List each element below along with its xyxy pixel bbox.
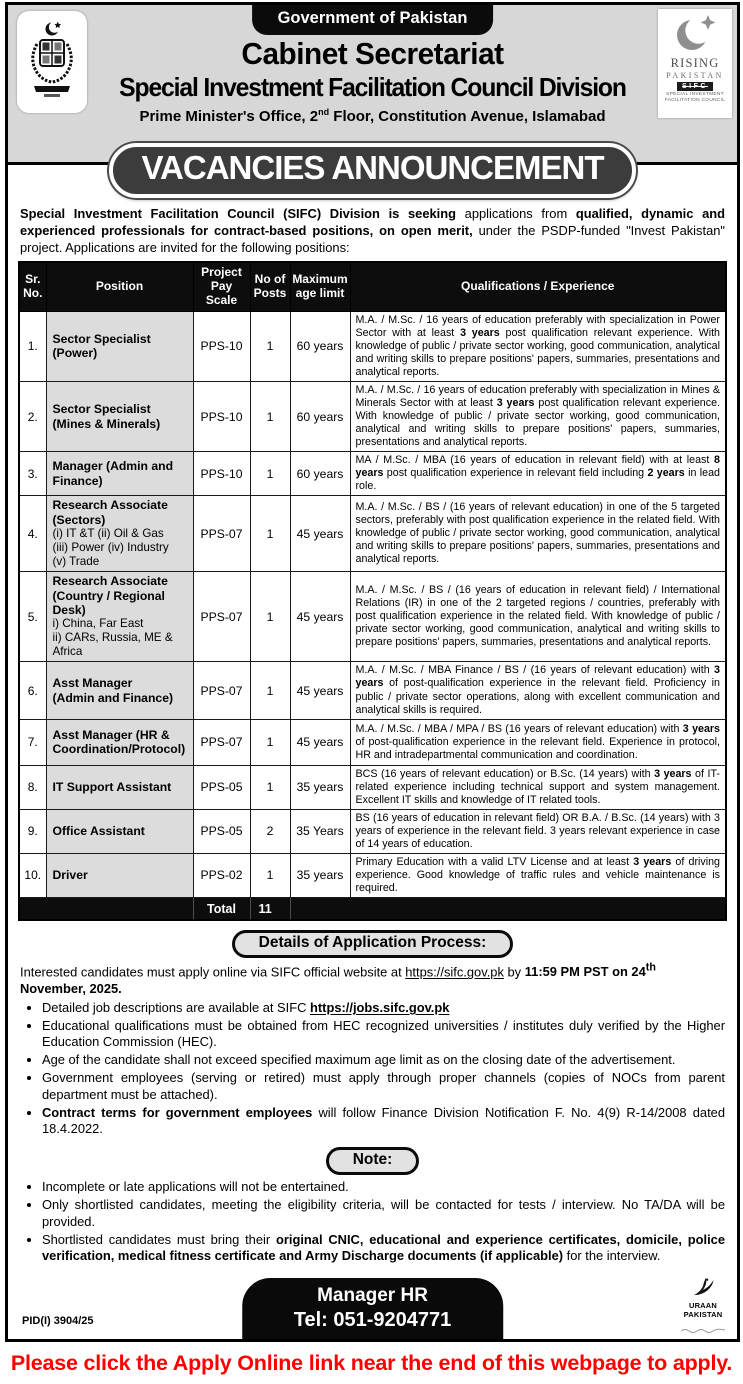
cell-pay-scale: PPS-07 (193, 496, 250, 572)
cell-sr-no: 8. (19, 765, 46, 809)
note-bullets (24, 1179, 725, 1265)
header-posts: No of Posts (250, 262, 290, 311)
header-address: Prime Minister's Office, 2nd Floor, Constitution Avenue, Islamabad (139, 107, 606, 125)
note-heading (326, 1147, 420, 1175)
position-title: Driver (52, 868, 88, 883)
sifc-caption-line1: SPECIAL INVESTMENT (666, 92, 724, 97)
bullet-item: • Shortlisted candidates must bring their original CNIC, educational and experience certificates, domicile, police verification, medical fitness certificate and Army Discharge documents (if applicable) for the interview. (42, 1232, 725, 1265)
position-title: Sector Specialist (Mines & Minerals) (52, 402, 161, 431)
total-row-filler (19, 898, 193, 921)
cell-position (46, 719, 193, 765)
position-subitems: i) China, Far East ii) CARs, Russia, ME & Africa (52, 617, 173, 659)
cell-posts: 1 (250, 662, 290, 719)
position-title: Office Assistant (52, 824, 145, 839)
cell-position (46, 765, 193, 809)
cell-sr-no: 10. (19, 853, 46, 897)
cell-qualifications: M.A. / M.Sc. / 16 years of education preferably with specialization in Mines & Minerals Sector with at least 3 years post qualification relevant experience. With knowledge of public / private sector working, good communication, analytical and writing skills to prepare positions' papers, summaries, presentations and analytical reports. (350, 381, 726, 451)
cell-qualifications: M.A. / M.Sc. / BS / (16 years of relevant education) in one of the 5 targeted sectors, preferably with post qualification experience in the related field. With knowledge of public / private sector working, good communication, analytical and writing skills to prepare positions' papers, summaries, presentations and analytical reports. (350, 496, 726, 572)
cell-position (46, 853, 193, 897)
cell-pay-scale: PPS-10 (193, 452, 250, 496)
cell-qualifications: M.A. / M.Sc. / 16 years of education preferably with specialization in Power Sector with at least 3 years post qualification relevant experience. With knowledge of public / private sector working, good communication, analytical and writing skills to prepare positions' papers, summaries, presentations and analytical reports. (350, 311, 726, 381)
cell-sr-no: 6. (19, 662, 46, 719)
advertisement (5, 2, 740, 1342)
cell-sr-no: 9. (19, 809, 46, 853)
cell-qualifications: Primary Education with a valid LTV License and at least 3 years of driving experience. Good knowledge of traffic rules and vehicle maintenance is required. (350, 853, 726, 897)
table-row (19, 496, 726, 572)
table-row (19, 572, 726, 662)
cell-pay-scale: PPS-02 (193, 853, 250, 897)
application-process-heading (232, 930, 514, 958)
vacancies-banner (109, 143, 635, 198)
cell-sr-no: 5. (19, 572, 46, 662)
application-bullets (24, 1000, 725, 1138)
bullet-item: • Detailed job descriptions are available at SIFC https://jobs.sifc.gov.pk (42, 1000, 725, 1017)
cell-age-limit: 60 years (290, 311, 350, 381)
gov-banner-text: Government of Pakistan (277, 9, 468, 27)
total-posts: 11 (250, 898, 290, 921)
position-title: Asst Manager (Admin and Finance) (52, 676, 174, 705)
cell-age-limit: 45 years (290, 572, 350, 662)
header-pay-scale: Project Pay Scale (193, 262, 250, 311)
cell-posts: 1 (250, 572, 290, 662)
cell-posts: 1 (250, 496, 290, 572)
uraan-name-line1: URAAN (688, 1301, 718, 1311)
cell-age-limit: 45 years (290, 496, 350, 572)
position-title: Sector Specialist (Power) (52, 331, 151, 361)
cell-sr-no: 2. (19, 381, 46, 451)
cell-age-limit: 35 years (290, 853, 350, 897)
bird-icon (691, 1277, 715, 1297)
table-row (19, 452, 726, 496)
cell-position (46, 662, 193, 719)
header-age-limit: Maximum age limit (290, 262, 350, 311)
uraan-pakistan-logo (673, 1275, 733, 1338)
pid-number: PID(I) 3904/25 (22, 1314, 94, 1327)
position-title: IT Support Assistant (52, 780, 172, 794)
sifc-logo-caption (665, 92, 725, 105)
header-qualifications: Qualifications / Experience (350, 262, 726, 311)
table-row (19, 381, 726, 451)
cell-position (46, 452, 193, 496)
uraan-name-line2: PAKISTAN (683, 1309, 723, 1319)
cell-posts: 1 (250, 853, 290, 897)
application-process-heading-text: Details of Application Process: (258, 934, 487, 952)
header-position: Position (46, 262, 193, 311)
cell-pay-scale: PPS-07 (193, 719, 250, 765)
table-row (19, 719, 726, 765)
total-row (19, 898, 726, 921)
bullet-item: • Government employees (serving or retired) must apply through proper channels (copies of NOCs from parent department must be attached). (42, 1070, 725, 1103)
bullet-item: • Contract terms for government employees will follow Finance Division Notification F. No. 4(9) R-14/2008 dated 18.4.2022. (42, 1105, 725, 1138)
table-row (19, 662, 726, 719)
cell-qualifications: BCS (16 years of relevant education) or B.Sc. (14 years) with 3 years of IT-related experience including technical support and system management. Excellent IT skills and knowledge of IT related tools. (350, 765, 726, 809)
title-division: Special Investment Facilitation Council Division (119, 72, 626, 102)
cell-position (46, 381, 193, 451)
sifc-logo (658, 9, 732, 118)
intro-paragraph: Special Investment Facilitation Council (SIFC) Division is seeking applications from qualified, dynamic and experienced professionals for contract-based positions, on open merit, under the PSDP-funded "Invest Pakistan" project. Applications are invited for the following positions: (20, 206, 725, 255)
cell-position (46, 809, 193, 853)
table-row (19, 853, 726, 897)
cell-age-limit: 60 years (290, 452, 350, 496)
cell-posts: 1 (250, 381, 290, 451)
cell-position (46, 572, 193, 662)
position-title: Research Associate (Sectors) (52, 498, 168, 527)
cell-posts: 1 (250, 452, 290, 496)
cell-pay-scale: PPS-07 (193, 572, 250, 662)
contact-designation: Manager HR (317, 1284, 428, 1306)
total-row-filler (290, 898, 726, 921)
sifc-caption-line2: FACILITATION COUNCIL (664, 98, 726, 104)
total-label: Total (193, 898, 250, 921)
cell-posts: 1 (250, 765, 290, 809)
contact-phone: Tel: 051-9204771 (293, 1308, 452, 1331)
contact-box (242, 1278, 504, 1339)
cell-posts: 1 (250, 311, 290, 381)
apply-lead-line: Interested candidates must apply online via SIFC official website at https://sifc.gov.pk by 11:59 PM PST on 24th November, 2025. (20, 962, 656, 997)
cell-pay-scale: PPS-07 (193, 662, 250, 719)
urdu-caption-squiggle (680, 1327, 726, 1333)
gov-banner (252, 5, 494, 35)
table-header-row (19, 262, 726, 311)
cell-age-limit: 35 Years (290, 809, 350, 853)
vacancy-table (18, 261, 727, 921)
sifc-logo-pakistan: PAKISTAN (666, 71, 724, 80)
vacancies-banner-text: VACANCIES ANNOUNCEMENT (141, 149, 604, 186)
footer (8, 1267, 737, 1339)
apply-online-note: Please click the Apply Online link near the end of this webpage to apply. (10, 1350, 733, 1375)
cell-posts: 2 (250, 809, 290, 853)
cell-pay-scale: PPS-10 (193, 381, 250, 451)
cell-position (46, 496, 193, 572)
table-row (19, 809, 726, 853)
bullet-item: • Educational qualifications must be obtained from HEC recognized universities / institutes duly verified by the Higher Education Commission (HEC). (42, 1018, 725, 1051)
cell-qualifications: M.A. / M.Sc. / BS / (16 years of education in relevant field) / International Relations (IR) in one of the 2 targeted regions / countries, preferably with post qualification experience in the related field. With knowledge of public / private sector working, good communication, analytical and writing skills to prepare positions' papers, summaries, presentations and analytical reports. (350, 572, 726, 662)
cell-qualifications: MA / M.Sc. / MBA (16 years of education in relevant field) with at least 8 years post qualification experience in relevant field including 2 years in lead role. (350, 452, 726, 496)
cell-age-limit: 45 years (290, 719, 350, 765)
bullet-item: • Only shortlisted candidates, meeting the eligibility criteria, will be contacted for tests / interview. No TA/DA will be provided. (42, 1197, 725, 1230)
cell-qualifications: BS (16 years of education in relevant field) OR B.A. / B.Sc. (14 years) with 3 years of experience in the relevant field. 3 years relevant experience in case of 14 years of education. (350, 809, 726, 853)
cell-age-limit: 45 years (290, 662, 350, 719)
cell-posts: 1 (250, 719, 290, 765)
table-row (19, 311, 726, 381)
cell-age-limit: 35 years (290, 765, 350, 809)
bullet-item: • Age of the candidate shall not exceed specified maximum age limit as on the closing date of the advertisement. (42, 1052, 725, 1069)
cell-sr-no: 4. (19, 496, 46, 572)
sifc-logo-rising: RISING (670, 56, 720, 70)
position-title: Research Associate (Country / Regional Desk) (52, 574, 168, 617)
position-subitems: (i) IT &T (ii) Oil & Gas (iii) Power (iv) Industry (v) Trade (52, 527, 169, 569)
header (8, 5, 737, 165)
sifc-logo-wordmark: SIFC (677, 82, 713, 91)
cell-pay-scale: PPS-05 (193, 765, 250, 809)
cell-sr-no: 1. (19, 311, 46, 381)
cell-pay-scale: PPS-05 (193, 809, 250, 853)
note-heading-text: Note: (352, 1151, 393, 1168)
cell-age-limit: 60 years (290, 381, 350, 451)
cell-sr-no: 7. (19, 719, 46, 765)
cell-qualifications: M.A. / M.Sc. / MBA Finance / BS / (16 years of relevant education) with 3 years of post-qualification experience in the relevant field. Proficiency in public / private sector operations, along with excellent communication and analytical skills is required. (350, 662, 726, 719)
cell-position (46, 311, 193, 381)
table-row (19, 765, 726, 809)
position-title: Asst Manager (HR & Coordination/Protocol) (52, 727, 186, 757)
crescent-star-icon (672, 13, 718, 55)
cell-qualifications: M.A. / M.Sc. / MBA / MPA / BS (16 years of relevant education) with 3 years of post-qualification experience in the relevant field. Experience in protocol, HR and intradepartmental communication and coordination. (350, 719, 726, 765)
header-sr-no: Sr. No. (19, 262, 46, 311)
cell-sr-no: 3. (19, 452, 46, 496)
title-cabinet-secretariat: Cabinet Secretariat (241, 36, 504, 71)
bullet-item: • Incomplete or late applications will not be entertained. (42, 1179, 725, 1196)
position-title: Manager (Admin and Finance) (52, 459, 174, 488)
vacancy-table-body (19, 311, 726, 897)
cell-pay-scale: PPS-10 (193, 311, 250, 381)
